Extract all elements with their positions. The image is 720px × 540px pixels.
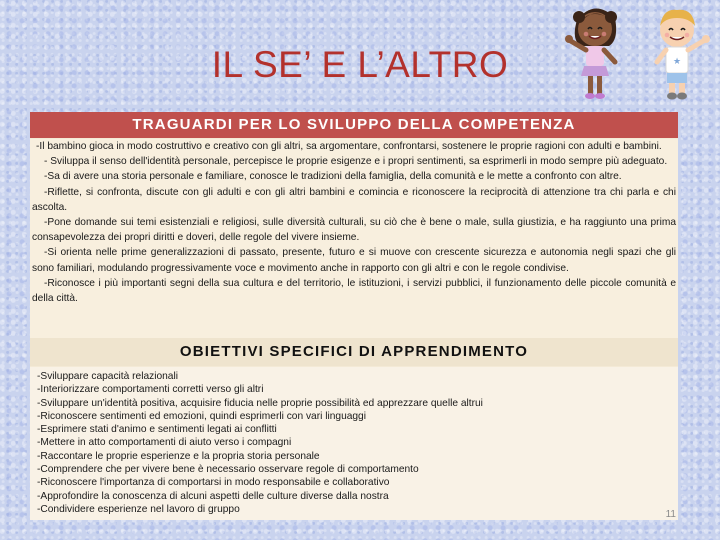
list-item: -Sviluppare un'identità positiva, acquisire fiducia nelle proprie possibilità ed apprezzare quelle altrui — [37, 397, 483, 409]
list-item: -Approfondire la conoscenza di alcuni aspetti delle culture diverse dalla nostra — [37, 490, 389, 502]
list-item: -Riconoscere sentimenti ed emozioni, quindi esprimerli con vari linguaggi — [37, 410, 366, 422]
obiettivi-list — [30, 370, 678, 516]
two-children-waving-icon — [565, 0, 715, 108]
obiettivi-list-block — [30, 367, 678, 520]
list-item: -Mettere in atto comportamenti di aiuto verso i compagni — [37, 437, 292, 449]
traguardi-paragraph: - Sviluppa il senso dell'identità personale, percepisce le proprie esigenze e i propri sentimenti, sa esprimerli in modo sempre più adeguato. — [44, 156, 668, 168]
section-heading-obiettivi: OBIETTIVI SPECIFICI DI APPRENDIMENTO — [30, 338, 678, 366]
list-item: -Interiorizzare comportamenti corretti verso gli altri — [37, 384, 264, 396]
svg-text:★: ★ — [672, 56, 682, 66]
boy-figure — [657, 10, 710, 100]
list-item: -Riconoscere l'importanza di comportarsi in modo responsabile e collaborativo — [37, 477, 390, 489]
page-title: IL SE’ E L’ALTRO — [211, 44, 509, 85]
list-item: -Comprendere che per vivere bene è necessario osservare regole di comportamento — [37, 464, 419, 476]
section-heading-traguardi: TRAGUARDI PER LO SVILUPPO DELLA COMPETENZA — [30, 112, 678, 138]
traguardi-paragraph: -Pone domande sui temi esistenziali e religiosi, sulle diversità culturali, su ciò che è bene o male, sulla giustizia, e ha raggiunto una prima consapevolezza dei propri diritti e doveri, delle regole del vivere insieme. — [32, 217, 676, 244]
traguardi-paragraph: -Si orienta nelle prime generalizzazioni di passato, presente, futuro e si muove con crescente sicurezza e autonomia negli spazi che gli sono familiari, modulando progressivamente voce e movimento anche in rapporto con gli altri e con le regole condivise. — [32, 247, 676, 274]
traguardi-paragraph: -Sa di avere una storia personale e familiare, conosce le tradizioni della famiglia, della comunità e le mette a confronto con altre. — [44, 171, 622, 183]
list-item: -Esprimere stati d'animo e sentimenti legati ai conflitti — [37, 424, 277, 436]
traguardi-paragraph: -Riflette, si confronta, discute con gli adulti e con gli altri bambini e comincia e riconoscere la reciprocità di attenzione tra chi parla e chi ascolta. — [32, 186, 676, 213]
traguardi-text-block — [30, 139, 678, 338]
traguardi-paragraph: -Riconosce i più importanti segni della sua cultura e del territorio, le istituzioni, i servizi pubblici, il funzionamento delle piccole comunità e della città. — [32, 277, 676, 305]
list-item: -Raccontare le proprie esperienze e la propria storia personale — [37, 450, 320, 462]
page-number: 11 — [665, 509, 676, 520]
list-item: -Sviluppare capacità relazionali — [37, 371, 179, 382]
traguardi-paragraph: -Il bambino gioca in modo costruttivo e creativo con gli altri, sa argomentare, confrontarsi, sostenere le proprie ragioni con adulti e bambini. — [36, 141, 662, 152]
girl-figure — [565, 8, 617, 99]
list-item: -Condividere esperienze nel lavoro di gruppo — [37, 503, 240, 515]
